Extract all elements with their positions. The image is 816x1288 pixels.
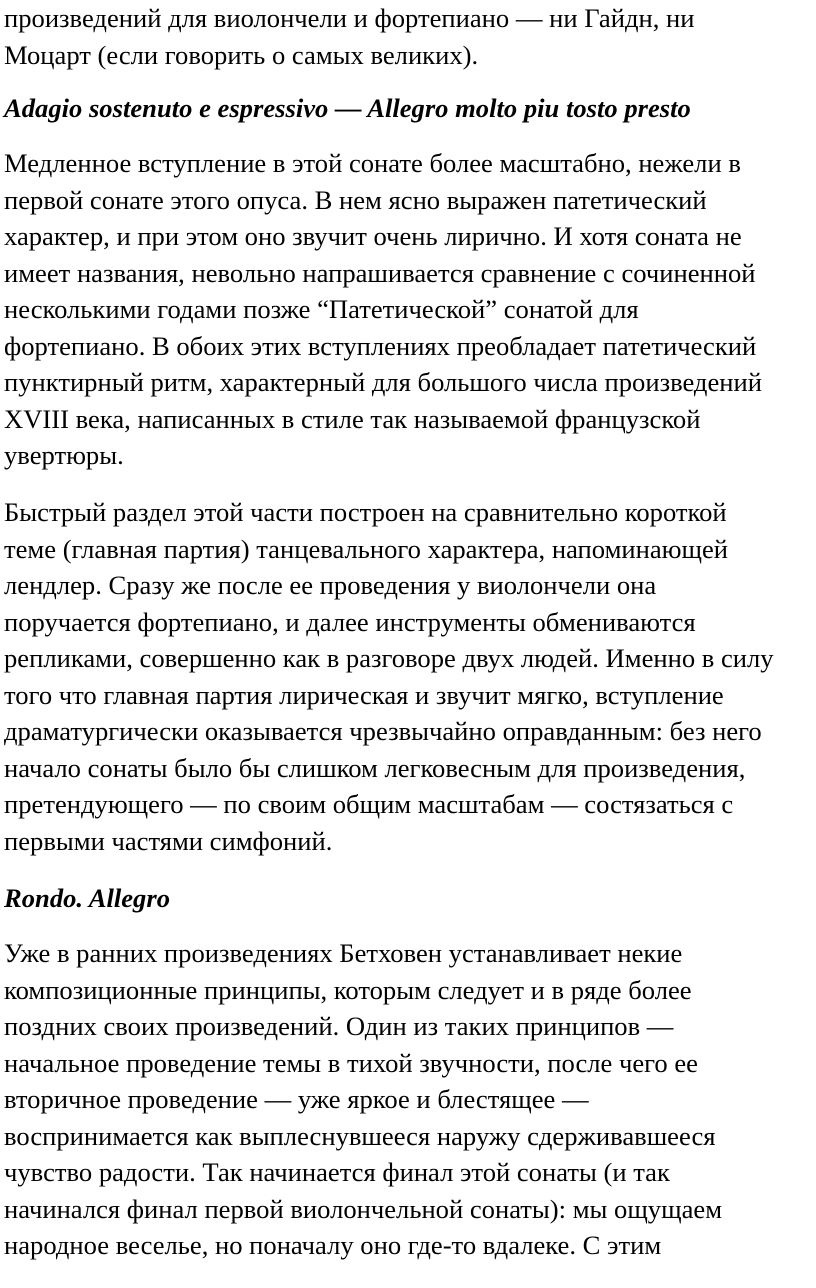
text-line: поздних своих произведений. Один из таких принципов — <box>4 1011 674 1041</box>
text-line: теме (главная партия) танцевального характера, напоминающей <box>4 533 729 564</box>
text-line: того что главная партия лирическая и звучит мягко, вступление <box>4 679 724 710</box>
text-line: Моцарт (если говорить о самых великих). <box>4 39 479 70</box>
section-heading-adagio: Adagio sostenuto e espressivo — Allegro molto piu tosto presto <box>4 93 691 123</box>
text-line: первыми частями симфоний. <box>4 825 333 856</box>
text-line: лендлер. Сразу же после ее проведения у виолончели она <box>4 570 657 600</box>
text-line: народное веселье, но поначалу оно где-то вдалеке. С этим <box>4 1230 662 1260</box>
text-line: XVIII века, написанных в стиле так называемой французской <box>4 403 701 434</box>
text-line: Быстрый раздел этой части построен на сравнительно короткой <box>4 497 727 527</box>
text-line: первой сонате этого опуса. В нем ясно выражен патетический <box>4 184 707 215</box>
text-line: увертюры. <box>4 440 124 470</box>
paragraph-slow-introduction <box>4 145 762 474</box>
text-line: характер, и при этом оно звучит очень лирично. И хотя соната не <box>4 221 742 251</box>
text-line: несколькими годами позже “Патетической” сонатой для <box>4 294 639 324</box>
text-line: начинался финал первой виолончельной сонаты): мы ощущаем <box>4 1193 723 1224</box>
section-heading-rondo: Rondo. Allegro <box>4 883 170 913</box>
text-line: драматургически оказывается чрезвычайно оправданным: без него <box>4 716 762 746</box>
paragraph-fast-section <box>4 494 774 859</box>
text-line: поручается фортепиано, и далее инструменты обмениваются <box>4 606 696 637</box>
text-line: произведений для виолончели и фортепиано — ни Гайдн, ни <box>4 3 695 33</box>
text-line: пунктирный ритм, характерный для большого числа произведений <box>4 367 762 397</box>
text-line: репликами, совершенно как в разговоре двух людей. Именно в силу <box>4 643 774 673</box>
text-line: Уже в ранних произведениях Бетховен устанавливает некие <box>4 938 683 968</box>
text-line: вторичное проведение — уже яркое и блестящее — <box>4 1084 589 1114</box>
text-line: претендующего — по своим общим масштабам — состязаться с <box>4 789 734 819</box>
text-line: начальное проведение темы в тихой звучности, после чего ее <box>4 1047 698 1078</box>
intro-paragraph <box>4 0 695 73</box>
paragraph-rondo <box>4 935 722 1264</box>
text-line: фортепиано. В обоих этих вступлениях преобладает патетический <box>4 330 757 361</box>
text-line: Медленное вступление в этой сонате более масштабно, нежели в <box>4 148 741 178</box>
text-line: чувство радости. Так начинается финал этой сонаты (и так <box>4 1157 670 1187</box>
text-line: воспринимается как выплеснувшееся наружу сдерживавшееся <box>4 1120 716 1151</box>
text-line: композиционные принципы, которым следует и в ряде более <box>4 974 692 1005</box>
text-line: начало сонаты было бы слишком легковесным для произведения, <box>4 752 746 783</box>
text-line: имеет названия, невольно напрашивается сравнение с сочиненной <box>4 257 756 288</box>
